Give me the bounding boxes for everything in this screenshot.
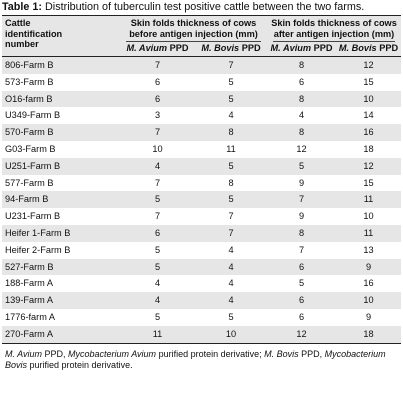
measurement-cell: 5 xyxy=(120,242,195,259)
table-row xyxy=(2,57,401,74)
measurement-cell: 10 xyxy=(336,292,401,309)
measurement-cell: 4 xyxy=(267,107,336,124)
measurement-cell: 8 xyxy=(267,225,336,242)
measurement-cell: 12 xyxy=(267,326,336,343)
cattle-id-cell: O16-farm B xyxy=(2,91,120,108)
measurement-cell: 5 xyxy=(267,158,336,175)
table-row xyxy=(2,292,401,309)
measurement-cell: 6 xyxy=(120,74,195,91)
cattle-id-cell: 1776-farm A xyxy=(2,309,120,326)
measurement-cell: 9 xyxy=(267,208,336,225)
measurement-cell: 4 xyxy=(120,275,195,292)
measurement-cell: 11 xyxy=(195,141,267,158)
table-row xyxy=(2,91,401,108)
measurement-cell: 7 xyxy=(267,191,336,208)
cattle-id-cell: 527-Farm B xyxy=(2,259,120,276)
measurement-cell: 8 xyxy=(267,91,336,108)
header-group-after xyxy=(267,16,401,42)
measurement-cell: 16 xyxy=(336,124,401,141)
measurement-cell: 5 xyxy=(195,158,267,175)
measurement-cell: 5 xyxy=(120,309,195,326)
measurement-cell: 4 xyxy=(120,158,195,175)
header-id-line-3: number xyxy=(5,39,39,49)
header-after-bovis: M. Bovis PPD xyxy=(336,42,401,56)
measurement-cell: 5 xyxy=(195,309,267,326)
measurement-cell: 8 xyxy=(267,57,336,74)
measurement-cell: 5 xyxy=(195,91,267,108)
header-after-avium: M. Avium PPD xyxy=(267,42,336,56)
table-row xyxy=(2,107,401,124)
table-row xyxy=(2,275,401,292)
header-before-bovis: M. Bovis PPD xyxy=(195,42,267,56)
measurement-cell: 9 xyxy=(336,259,401,276)
table-row xyxy=(2,242,401,259)
measurement-cell: 7 xyxy=(195,57,267,74)
measurement-cell: 6 xyxy=(120,225,195,242)
table-row xyxy=(2,208,401,225)
cattle-id-cell: Heifer 2-Farm B xyxy=(2,242,120,259)
header-id-line-2: identification xyxy=(5,28,63,39)
measurement-cell: 9 xyxy=(336,309,401,326)
measurement-cell: 9 xyxy=(267,175,336,192)
measurement-cell: 15 xyxy=(336,74,401,91)
header-id-column xyxy=(2,16,120,56)
measurement-cell: 4 xyxy=(195,107,267,124)
cattle-id-cell: 806-Farm B xyxy=(2,57,120,74)
header-before-avium: M. Avium PPD xyxy=(120,42,195,56)
measurement-cell: 12 xyxy=(336,158,401,175)
cattle-id-cell: 270-Farm A xyxy=(2,326,120,343)
table-row xyxy=(2,259,401,276)
header-after-line-2: after antigen injection (mm) xyxy=(273,28,395,39)
measurement-cell: 16 xyxy=(336,275,401,292)
measurement-cell: 13 xyxy=(336,242,401,259)
measurement-cell: 14 xyxy=(336,107,401,124)
measurement-cell: 7 xyxy=(120,208,195,225)
header-before-line-1: Skin folds thickness of cows xyxy=(130,18,257,28)
cattle-id-cell: U231-Farm B xyxy=(2,208,120,225)
measurement-cell: 5 xyxy=(195,191,267,208)
table-row xyxy=(2,225,401,242)
measurement-cell: 4 xyxy=(195,259,267,276)
table-row xyxy=(2,326,401,343)
caption-label: Table 1: xyxy=(2,1,42,13)
table-row xyxy=(2,158,401,175)
cattle-id-cell: U349-Farm B xyxy=(2,107,120,124)
cattle-id-cell: 570-Farm B xyxy=(2,124,120,141)
cattle-id-cell: 573-Farm B xyxy=(2,74,120,91)
header-before-line-2: before antigen injection (mm) xyxy=(129,28,258,39)
measurement-cell: 18 xyxy=(336,326,401,343)
measurement-cell: 6 xyxy=(267,74,336,91)
table-row xyxy=(2,141,401,158)
header-after-line-1: Skin folds thickness of cows xyxy=(271,18,397,28)
measurement-cell: 10 xyxy=(120,141,195,158)
measurement-cell: 10 xyxy=(336,208,401,225)
caption-text: Distribution of tuberculin test positive cattle between the two farms. xyxy=(42,1,365,13)
measurement-cell: 5 xyxy=(267,275,336,292)
table-row xyxy=(2,74,401,91)
measurement-cell: 6 xyxy=(267,292,336,309)
measurement-cell: 10 xyxy=(195,326,267,343)
header-id-line-1: Cattle xyxy=(5,18,31,28)
cattle-id-cell: Heifer 1-Farm B xyxy=(2,225,120,242)
measurement-cell: 7 xyxy=(267,242,336,259)
measurement-cell: 7 xyxy=(120,57,195,74)
measurement-cell: 7 xyxy=(195,208,267,225)
measurement-cell: 7 xyxy=(120,175,195,192)
cattle-id-cell: 577-Farm B xyxy=(2,175,120,192)
measurement-cell: 3 xyxy=(120,107,195,124)
measurement-cell: 8 xyxy=(267,124,336,141)
cattle-id-cell: 188-Farm A xyxy=(2,275,120,292)
measurement-cell: 4 xyxy=(195,292,267,309)
measurement-cell: 11 xyxy=(336,191,401,208)
table-row xyxy=(2,309,401,326)
measurement-cell: 7 xyxy=(195,225,267,242)
table-header xyxy=(2,16,401,57)
measurement-cell: 7 xyxy=(120,124,195,141)
cattle-id-cell: 94-Farm B xyxy=(2,191,120,208)
measurement-cell: 10 xyxy=(336,91,401,108)
measurement-cell: 4 xyxy=(120,292,195,309)
table-caption xyxy=(2,0,401,15)
measurement-cell: 6 xyxy=(120,91,195,108)
table-row xyxy=(2,191,401,208)
measurement-cell: 8 xyxy=(195,175,267,192)
measurement-cell: 5 xyxy=(195,74,267,91)
header-group-before xyxy=(120,16,267,42)
measurement-cell: 4 xyxy=(195,242,267,259)
measurement-cell: 5 xyxy=(120,259,195,276)
measurement-cell: 12 xyxy=(336,57,401,74)
results-table xyxy=(2,16,401,344)
table-footnote: M. Avium PPD, Mycobacterium Avium purified protein derivative; M. Bovis PPD, Mycobacterium Bovis purified protein derivative. xyxy=(5,348,386,370)
cattle-id-cell: 139-Farm A xyxy=(2,292,120,309)
measurement-cell: 18 xyxy=(336,141,401,158)
measurement-cell: 6 xyxy=(267,309,336,326)
measurement-cell: 4 xyxy=(195,275,267,292)
measurement-cell: 11 xyxy=(336,225,401,242)
table-row xyxy=(2,124,401,141)
cattle-id-cell: U251-Farm B xyxy=(2,158,120,175)
measurement-cell: 15 xyxy=(336,175,401,192)
measurement-cell: 12 xyxy=(267,141,336,158)
table-body xyxy=(2,57,401,344)
measurement-cell: 11 xyxy=(120,326,195,343)
measurement-cell: 6 xyxy=(267,259,336,276)
cattle-id-cell: G03-Farm B xyxy=(2,141,120,158)
measurement-cell: 5 xyxy=(120,191,195,208)
table-row xyxy=(2,175,401,192)
measurement-cell: 8 xyxy=(195,124,267,141)
